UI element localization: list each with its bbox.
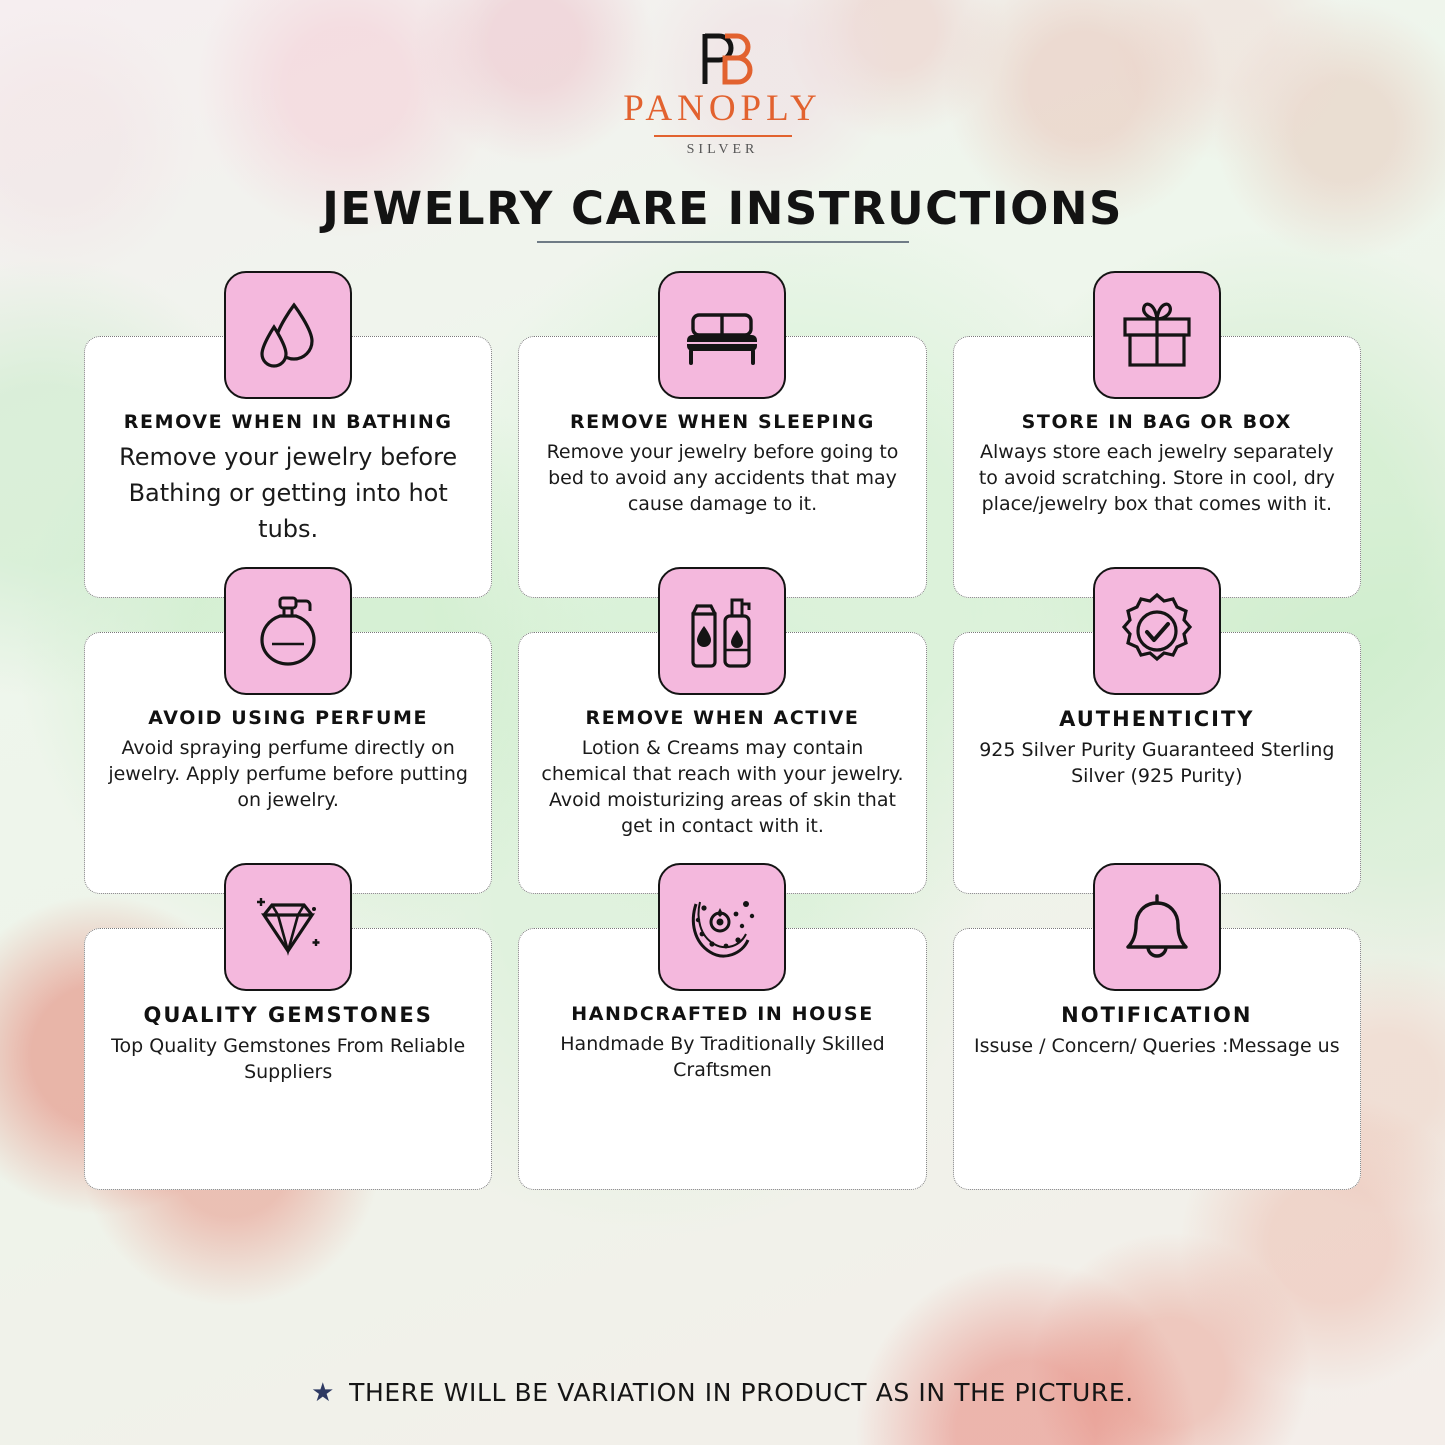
card-title: REMOVE WHEN IN BATHING <box>123 411 453 433</box>
care-card <box>84 632 492 894</box>
care-card <box>518 632 926 894</box>
card-text: 925 Silver Purity Guaranteed Sterling Silver (925 Purity) <box>979 739 1335 788</box>
brand-header <box>0 30 1445 158</box>
care-card <box>84 336 492 598</box>
card-title: NOTIFICATION <box>1061 1003 1253 1027</box>
star-icon: ★ <box>311 1377 336 1408</box>
care-card <box>953 632 1361 894</box>
check-badge-icon <box>1093 567 1221 695</box>
title-underline <box>537 241 909 243</box>
bell-icon <box>1093 863 1221 991</box>
footer-note <box>0 1378 1445 1407</box>
card-text: Always store each jewelry separately to avoid scratching. Store in cool, dry place/jewelry box that comes with it. <box>978 441 1335 516</box>
care-card <box>518 928 926 1190</box>
card-text: Issuse / Concern/ Queries :Message us <box>974 1035 1340 1057</box>
card-title: REMOVE WHEN SLEEPING <box>569 411 876 433</box>
brand-subtitle: SILVER <box>686 142 759 157</box>
card-title: REMOVE WHEN ACTIVE <box>585 707 860 729</box>
card-title: STORE IN BAG OR BOX <box>1021 411 1293 433</box>
card-title: AUTHENTICITY <box>1059 707 1255 731</box>
care-card <box>84 928 492 1190</box>
lotion-tubes-icon <box>658 567 786 695</box>
card-text: Remove your jewelry before Bathing or getting into hot tubs. <box>119 443 458 543</box>
card-text: Lotion & Creams may contain chemical that reach with your jewelry. Avoid moisturizing areas of skin that get in contact with it. <box>541 737 904 838</box>
card-text: Remove your jewelry before going to bed to avoid any accidents that may cause damage to it. <box>546 441 899 516</box>
card-title: QUALITY GEMSTONES <box>143 1003 433 1027</box>
perfume-bottle-icon <box>224 567 352 695</box>
card-text: Avoid spraying perfume directly on jewelry. Apply perfume before putting on jewelry. <box>108 737 468 812</box>
handcrafted-necklace-icon <box>658 863 786 991</box>
care-card <box>953 928 1361 1190</box>
card-title: HANDCRAFTED IN HOUSE <box>571 1003 874 1025</box>
care-card <box>518 336 926 598</box>
footer-note-text: THERE WILL BE VARIATION IN PRODUCT AS IN THE PICTURE. <box>349 1378 1134 1407</box>
diamond-icon <box>224 863 352 991</box>
card-text: Handmade By Traditionally Skilled Craftsmen <box>560 1033 885 1082</box>
gift-box-icon <box>1093 271 1221 399</box>
water-drops-icon <box>224 271 352 399</box>
brand-divider <box>654 135 792 137</box>
brand-name: PANOPLY <box>623 88 822 129</box>
page-title: JEWELRY CARE INSTRUCTIONS <box>322 182 1123 235</box>
card-title: AVOID USING PERFUME <box>148 707 429 729</box>
panoply-monogram-icon <box>691 30 755 88</box>
care-card <box>953 336 1361 598</box>
care-cards-grid <box>84 336 1361 1190</box>
bed-icon <box>658 271 786 399</box>
card-text: Top Quality Gemstones From Reliable Suppliers <box>111 1035 466 1084</box>
